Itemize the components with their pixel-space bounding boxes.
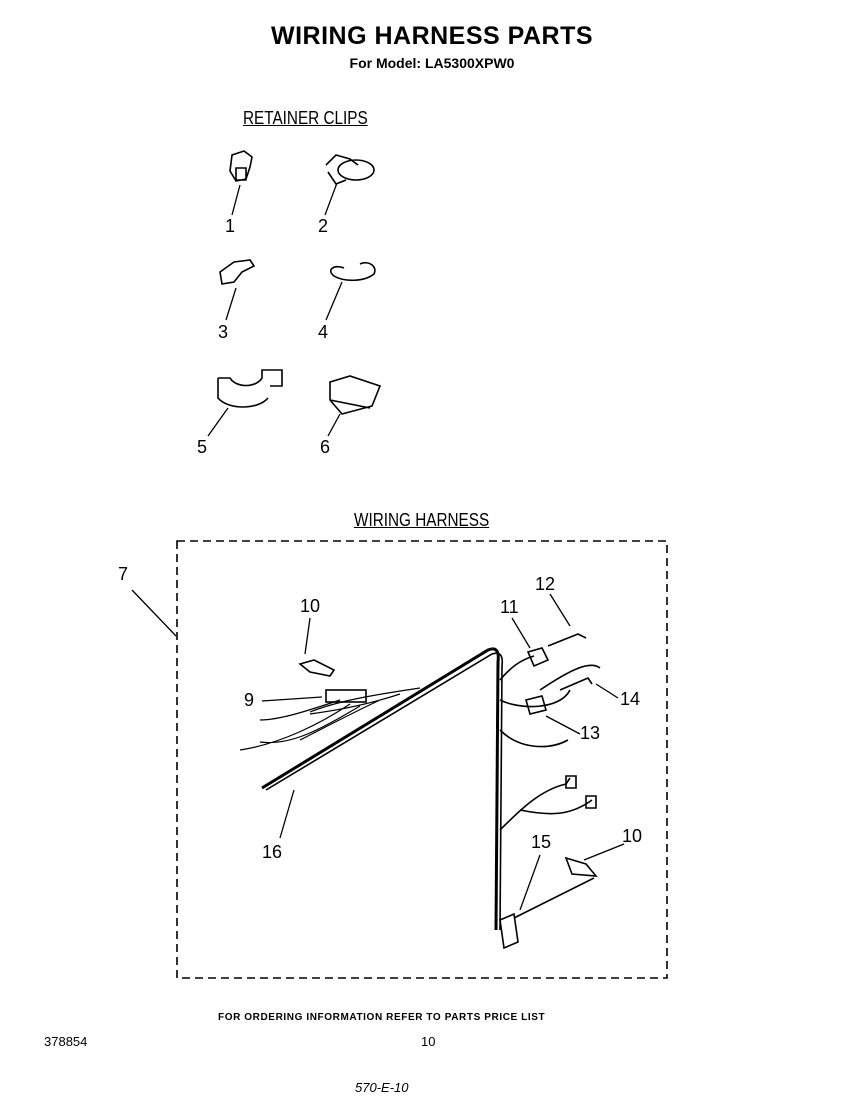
page-title: WIRING HARNESS PARTS — [270, 22, 594, 50]
callout-5: 5 — [197, 437, 208, 457]
callout-16: 16 — [262, 842, 283, 862]
callout-15: 15 — [531, 832, 552, 852]
model-line: For Model: LA5300XPW0 — [349, 55, 515, 71]
callout-10-lower: 10 — [622, 826, 643, 846]
section-heading-retainer-clips: RETAINER CLIPS — [243, 108, 368, 128]
callout-10: 10 — [300, 596, 321, 616]
connector-13 — [500, 690, 570, 714]
terminal-14 — [540, 665, 600, 690]
document-number: 378854 — [44, 1034, 88, 1049]
page-number: 10 — [421, 1034, 436, 1049]
section-heading-wiring-harness: WIRING HARNESS — [354, 510, 490, 530]
terminal-10b — [566, 858, 596, 876]
branch-wires — [500, 730, 592, 830]
callout-2: 2 — [318, 216, 329, 236]
callout-12: 12 — [535, 574, 556, 594]
callout-9: 9 — [244, 690, 255, 710]
callout-1: 1 — [225, 216, 236, 236]
clip-1-drawing — [230, 151, 252, 181]
handwritten-code: 570-E-10 — [355, 1080, 409, 1095]
clip-3-drawing — [220, 260, 254, 284]
clip-6-drawing — [330, 376, 380, 414]
callout-13: 13 — [580, 723, 601, 743]
clip-5-drawing — [218, 370, 282, 407]
callout-4: 4 — [318, 322, 329, 342]
connector-15 — [500, 878, 594, 948]
callout-6: 6 — [320, 437, 331, 457]
clip-4-drawing — [331, 263, 375, 281]
connector-9 — [326, 690, 366, 702]
harness-dashed-boundary — [177, 541, 667, 978]
connector-11 — [500, 648, 548, 680]
callout-14: 14 — [620, 689, 641, 709]
callout-7: 7 — [118, 564, 129, 584]
ordering-note: FOR ORDERING INFORMATION REFER TO PARTS PRICE LIST — [218, 1012, 546, 1023]
terminal-12 — [548, 634, 586, 646]
clip-2-drawing — [326, 155, 374, 184]
terminal-10a — [300, 660, 334, 676]
harness-leaders — [262, 594, 624, 910]
callout-11: 11 — [500, 597, 519, 617]
callout-3: 3 — [218, 322, 229, 342]
